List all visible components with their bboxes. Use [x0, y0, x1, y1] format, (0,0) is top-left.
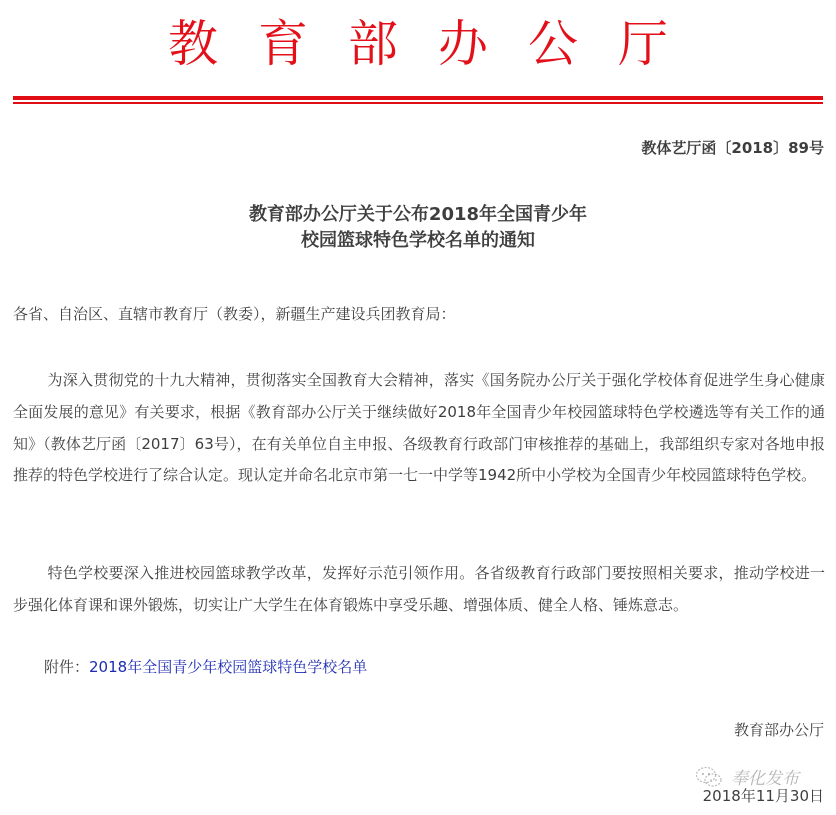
attachment — [44, 656, 367, 678]
attachment-link[interactable]: 2018年全国青少年校园篮球特色学校名单 — [89, 658, 368, 676]
document-number: 教体艺厅函〔2018〕89号 — [641, 139, 824, 157]
watermark-text: 奉化发布 — [731, 769, 799, 789]
attachment-label: 附件： — [44, 658, 90, 676]
document-date: 2018年11月30日 — [702, 787, 824, 805]
masthead-rule-thick — [13, 96, 823, 100]
document-title-line-2: 校园篮球特色学校名单的通知 — [301, 230, 535, 251]
salutation: 各省、自治区、直辖市教育厅（教委），新疆生产建设兵团教育局： — [13, 305, 456, 323]
document-title — [0, 202, 836, 254]
body-paragraph-1: 为深入贯彻党的十九大精神，贯彻落实全国教育大会精神，落实《国务院办公厅关于强化学校体育促进学生身心健康全面发展的意见》有关要求，根据《教育部办公厅关于继续做好2018年全国青少年校园篮球特色学校遴选等有关工作的通知》（教体艺厅函〔2017〕63号），在有关单位自主申报、各级教育行政部门审核推荐的基础上，我部组织专家对各地申报推荐的特色学校进行了综合认定。现认定并命名北京市第一七一中学等1942所中小学校为全国青少年校园篮球特色学校。 — [13, 371, 825, 485]
body-paragraph-2: 特色学校要深入推进校园篮球教学改革，发挥好示范引领作用。各省级教育行政部门要按照相关要求，推动学校进一步强化体育课和课外锻炼，切实让广大学生在体育锻炼中享受乐趣、增强体质、健全人格、锤炼意志。 — [13, 564, 825, 614]
document-title-line-1: 教育部办公厅关于公布2018年全国青少年 — [248, 204, 588, 225]
masthead-title: 教育部办公厅 — [168, 15, 708, 73]
masthead-rule-thin — [13, 102, 823, 104]
masthead — [0, 14, 836, 74]
signature: 教育部办公厅 — [733, 721, 824, 739]
